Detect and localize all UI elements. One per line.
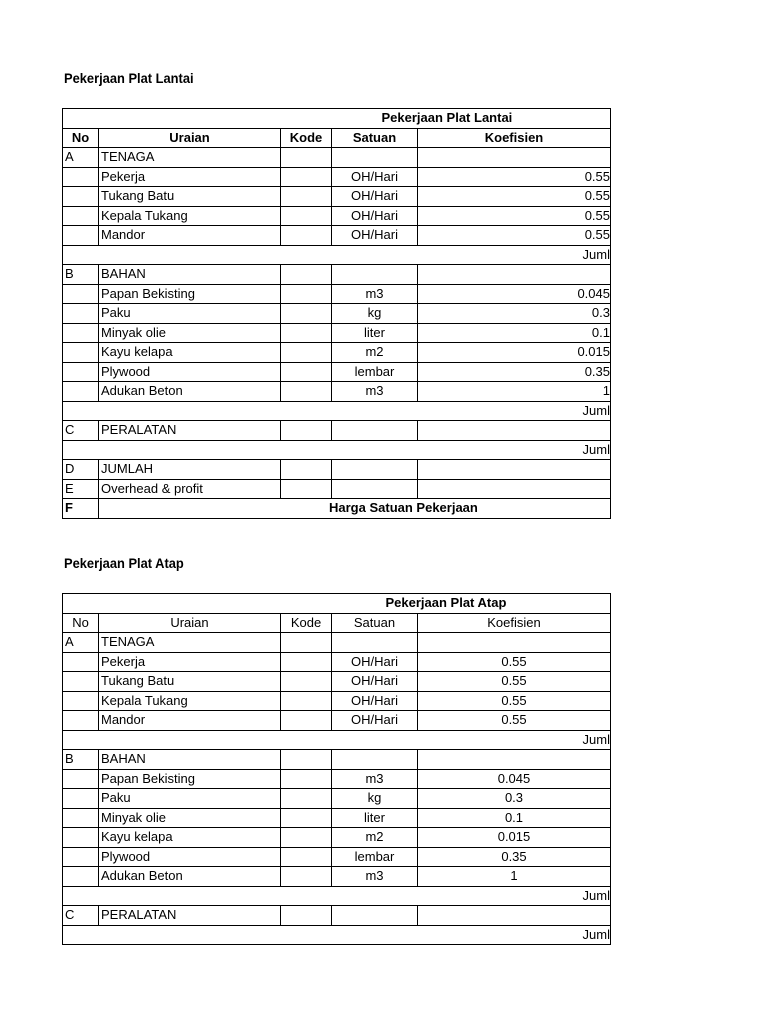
empty-cell xyxy=(63,828,99,848)
table-cell: 0.045 xyxy=(418,284,611,304)
table-cell: B xyxy=(63,750,99,770)
table-cell: 0.1 xyxy=(418,808,611,828)
table-row xyxy=(63,691,611,711)
empty-cell xyxy=(63,769,99,789)
empty-cell xyxy=(281,828,332,848)
table-cell: OH/Hari xyxy=(332,187,418,207)
empty-cell xyxy=(281,343,332,363)
table-cell: Mandor xyxy=(99,711,281,731)
table-cell: 0.045 xyxy=(418,769,611,789)
empty-cell xyxy=(332,265,418,285)
subtotal-row xyxy=(63,925,611,945)
table-row xyxy=(63,672,611,692)
table-cell: B xyxy=(63,265,99,285)
table-cell: lembar xyxy=(332,362,418,382)
empty-cell xyxy=(332,633,418,653)
table-row xyxy=(63,867,611,887)
table-cell: 0.55 xyxy=(418,187,611,207)
table-row xyxy=(63,362,611,382)
empty-cell xyxy=(332,401,418,421)
table-cell: 0.35 xyxy=(418,847,611,867)
section-row xyxy=(63,479,611,499)
empty-cell xyxy=(63,382,99,402)
empty-cell xyxy=(418,750,611,770)
empty-cell xyxy=(418,421,611,441)
table-cell: OH/Hari xyxy=(332,711,418,731)
juml-label: Juml xyxy=(418,886,611,906)
col-kode: Kode xyxy=(281,128,332,148)
empty-cell xyxy=(281,633,332,653)
empty-cell xyxy=(63,440,99,460)
col-satuan: Satuan xyxy=(332,128,418,148)
empty-cell xyxy=(63,847,99,867)
empty-cell xyxy=(281,245,332,265)
empty-cell xyxy=(63,362,99,382)
table-cell: Minyak olie xyxy=(99,323,281,343)
empty-cell xyxy=(63,867,99,887)
table-cell: m3 xyxy=(332,867,418,887)
table-cell: Paku xyxy=(99,789,281,809)
section-row xyxy=(63,750,611,770)
empty-cell xyxy=(418,148,611,168)
table-cell: PERALATAN xyxy=(99,906,281,926)
empty-cell xyxy=(281,730,332,750)
table-cell: Pekerja xyxy=(99,167,281,187)
table-cell: m2 xyxy=(332,828,418,848)
empty-cell xyxy=(332,730,418,750)
empty-cell xyxy=(63,594,99,614)
empty-cell xyxy=(99,925,281,945)
table-row xyxy=(63,769,611,789)
empty-cell xyxy=(281,284,332,304)
table-cell: 0.55 xyxy=(418,691,611,711)
empty-cell xyxy=(63,226,99,246)
table-cell: Adukan Beton xyxy=(99,867,281,887)
table-cell: E xyxy=(63,479,99,499)
table-cell: OH/Hari xyxy=(332,206,418,226)
col-koefisien: Koefisien xyxy=(418,613,611,633)
empty-cell xyxy=(281,401,332,421)
table-cell: OH/Hari xyxy=(332,652,418,672)
table-cell: 0.1 xyxy=(418,323,611,343)
table-cell: BAHAN xyxy=(99,750,281,770)
table-row xyxy=(63,284,611,304)
empty-cell xyxy=(281,808,332,828)
juml-label: Juml xyxy=(418,440,611,460)
empty-cell xyxy=(281,460,332,480)
juml-label: Juml xyxy=(418,401,611,421)
table-plat-lantai xyxy=(62,108,611,519)
table-cell: D xyxy=(63,460,99,480)
empty-cell xyxy=(281,594,332,614)
empty-cell xyxy=(332,906,418,926)
table-cell: 0.55 xyxy=(418,167,611,187)
table-row xyxy=(63,789,611,809)
empty-cell xyxy=(63,343,99,363)
empty-cell xyxy=(332,440,418,460)
table-row xyxy=(63,808,611,828)
empty-cell xyxy=(63,672,99,692)
table-cell: 0.55 xyxy=(418,672,611,692)
table-cell: 0.55 xyxy=(418,711,611,731)
table-cell: A xyxy=(63,148,99,168)
empty-cell xyxy=(63,711,99,731)
juml-label: Juml xyxy=(418,925,611,945)
empty-cell xyxy=(63,925,99,945)
empty-cell xyxy=(332,245,418,265)
empty-cell xyxy=(418,460,611,480)
subtotal-row xyxy=(63,886,611,906)
empty-cell xyxy=(418,633,611,653)
empty-cell xyxy=(281,750,332,770)
table-row xyxy=(63,828,611,848)
table-row xyxy=(63,711,611,731)
subtotal-row xyxy=(63,245,611,265)
table2-heading: Pekerjaan Plat Atap xyxy=(64,555,184,571)
table-cell: 0.015 xyxy=(418,343,611,363)
empty-cell xyxy=(332,460,418,480)
empty-cell xyxy=(63,730,99,750)
table-cell: PERALATAN xyxy=(99,421,281,441)
table-cell: 0.55 xyxy=(418,206,611,226)
table-cell: 0.015 xyxy=(418,828,611,848)
empty-cell xyxy=(281,886,332,906)
empty-cell xyxy=(99,886,281,906)
table-cell: Papan Bekisting xyxy=(99,284,281,304)
empty-cell xyxy=(281,148,332,168)
col-no: No xyxy=(63,613,99,633)
table-cell: 1 xyxy=(418,867,611,887)
col-koefisien: Koefisien xyxy=(418,128,611,148)
table-cell: Papan Bekisting xyxy=(99,769,281,789)
empty-cell xyxy=(281,362,332,382)
table-cell: Minyak olie xyxy=(99,808,281,828)
empty-cell xyxy=(281,711,332,731)
section-row xyxy=(63,906,611,926)
header-row xyxy=(63,613,611,633)
empty-cell xyxy=(418,479,611,499)
table-row xyxy=(63,343,611,363)
col-uraian: Uraian xyxy=(99,128,281,148)
empty-cell xyxy=(99,245,281,265)
table-row xyxy=(63,323,611,343)
table-cell: m3 xyxy=(332,769,418,789)
table-cell: A xyxy=(63,633,99,653)
col-kode: Kode xyxy=(281,613,332,633)
table-cell: kg xyxy=(332,789,418,809)
table-cell: C xyxy=(63,906,99,926)
empty-cell xyxy=(63,187,99,207)
section-row xyxy=(63,265,611,285)
table-cell: Tukang Batu xyxy=(99,187,281,207)
empty-cell xyxy=(281,323,332,343)
table-title: Pekerjaan Plat Atap xyxy=(332,594,611,614)
table-cell: TENAGA xyxy=(99,633,281,653)
table-cell: Mandor xyxy=(99,226,281,246)
empty-cell xyxy=(281,167,332,187)
table-cell: C xyxy=(63,421,99,441)
empty-cell xyxy=(63,401,99,421)
empty-cell xyxy=(63,789,99,809)
empty-cell xyxy=(99,730,281,750)
table-cell: Paku xyxy=(99,304,281,324)
table-cell: kg xyxy=(332,304,418,324)
empty-cell xyxy=(281,691,332,711)
empty-cell xyxy=(332,148,418,168)
juml-label: Juml xyxy=(418,245,611,265)
empty-cell xyxy=(99,440,281,460)
empty-cell xyxy=(332,479,418,499)
table-row xyxy=(63,167,611,187)
table-cell: OH/Hari xyxy=(332,691,418,711)
title-row xyxy=(63,594,611,614)
table-plat-atap xyxy=(62,593,611,945)
table-cell: Kepala Tukang xyxy=(99,691,281,711)
empty-cell xyxy=(63,245,99,265)
subtotal-row xyxy=(63,401,611,421)
empty-cell xyxy=(63,304,99,324)
table-cell: JUMLAH xyxy=(99,460,281,480)
empty-cell xyxy=(281,109,332,129)
section-row xyxy=(63,421,611,441)
table-cell: OH/Hari xyxy=(332,226,418,246)
empty-cell xyxy=(281,421,332,441)
empty-cell xyxy=(99,109,281,129)
table-cell: Overhead & profit xyxy=(99,479,281,499)
empty-cell xyxy=(63,808,99,828)
empty-cell xyxy=(332,750,418,770)
empty-cell xyxy=(281,769,332,789)
empty-cell xyxy=(281,847,332,867)
table-cell: Kepala Tukang xyxy=(99,206,281,226)
col-uraian: Uraian xyxy=(99,613,281,633)
table-cell: m3 xyxy=(332,382,418,402)
empty-cell xyxy=(418,265,611,285)
subtotal-row xyxy=(63,440,611,460)
subtotal-row xyxy=(63,730,611,750)
table-row xyxy=(63,226,611,246)
empty-cell xyxy=(63,109,99,129)
empty-cell xyxy=(63,886,99,906)
table-cell: BAHAN xyxy=(99,265,281,285)
empty-cell xyxy=(281,265,332,285)
empty-cell xyxy=(63,652,99,672)
table-title: Pekerjaan Plat Lantai xyxy=(332,109,611,129)
table-cell: Plywood xyxy=(99,362,281,382)
empty-cell xyxy=(281,226,332,246)
title-row xyxy=(63,109,611,129)
section-row xyxy=(63,148,611,168)
table-cell: TENAGA xyxy=(99,148,281,168)
empty-cell xyxy=(281,867,332,887)
table-row xyxy=(63,382,611,402)
table-row xyxy=(63,187,611,207)
empty-cell xyxy=(418,906,611,926)
empty-cell xyxy=(63,167,99,187)
empty-cell xyxy=(99,594,281,614)
col-no: No xyxy=(63,128,99,148)
table-cell: Pekerja xyxy=(99,652,281,672)
table-cell: Kayu kelapa xyxy=(99,343,281,363)
empty-cell xyxy=(281,652,332,672)
empty-cell xyxy=(99,401,281,421)
table-cell: Kayu kelapa xyxy=(99,828,281,848)
table-row xyxy=(63,652,611,672)
header-row xyxy=(63,128,611,148)
table-cell: m3 xyxy=(332,284,418,304)
table-cell: Adukan Beton xyxy=(99,382,281,402)
empty-cell xyxy=(332,421,418,441)
empty-cell xyxy=(63,691,99,711)
empty-cell xyxy=(281,187,332,207)
empty-cell xyxy=(63,323,99,343)
table-cell: 0.3 xyxy=(418,789,611,809)
empty-cell xyxy=(332,925,418,945)
table-cell: Tukang Batu xyxy=(99,672,281,692)
empty-cell xyxy=(281,479,332,499)
table-cell: 0.55 xyxy=(418,226,611,246)
section-row xyxy=(63,460,611,480)
empty-cell xyxy=(281,382,332,402)
empty-cell xyxy=(332,886,418,906)
table-cell: 0.35 xyxy=(418,362,611,382)
table-cell: 1 xyxy=(418,382,611,402)
empty-cell xyxy=(281,789,332,809)
table-cell: liter xyxy=(332,808,418,828)
table-cell: 0.55 xyxy=(418,652,611,672)
table-cell: lembar xyxy=(332,847,418,867)
empty-cell xyxy=(63,284,99,304)
table-cell: m2 xyxy=(332,343,418,363)
harga-satuan-label: Harga Satuan Pekerjaan xyxy=(99,499,611,519)
empty-cell xyxy=(281,206,332,226)
empty-cell xyxy=(281,925,332,945)
empty-cell xyxy=(281,440,332,460)
empty-cell xyxy=(281,672,332,692)
empty-cell xyxy=(63,206,99,226)
table-row xyxy=(63,847,611,867)
table-row xyxy=(63,206,611,226)
empty-cell xyxy=(281,906,332,926)
table-row xyxy=(63,304,611,324)
table-cell: liter xyxy=(332,323,418,343)
juml-label: Juml xyxy=(418,730,611,750)
table-cell: OH/Hari xyxy=(332,167,418,187)
col-satuan: Satuan xyxy=(332,613,418,633)
table-cell: 0.3 xyxy=(418,304,611,324)
table-cell: Plywood xyxy=(99,847,281,867)
empty-cell xyxy=(281,304,332,324)
section-row xyxy=(63,633,611,653)
total-row xyxy=(63,499,611,519)
table-cell: F xyxy=(63,499,99,519)
table1-heading: Pekerjaan Plat Lantai xyxy=(64,70,194,86)
table-cell: OH/Hari xyxy=(332,672,418,692)
